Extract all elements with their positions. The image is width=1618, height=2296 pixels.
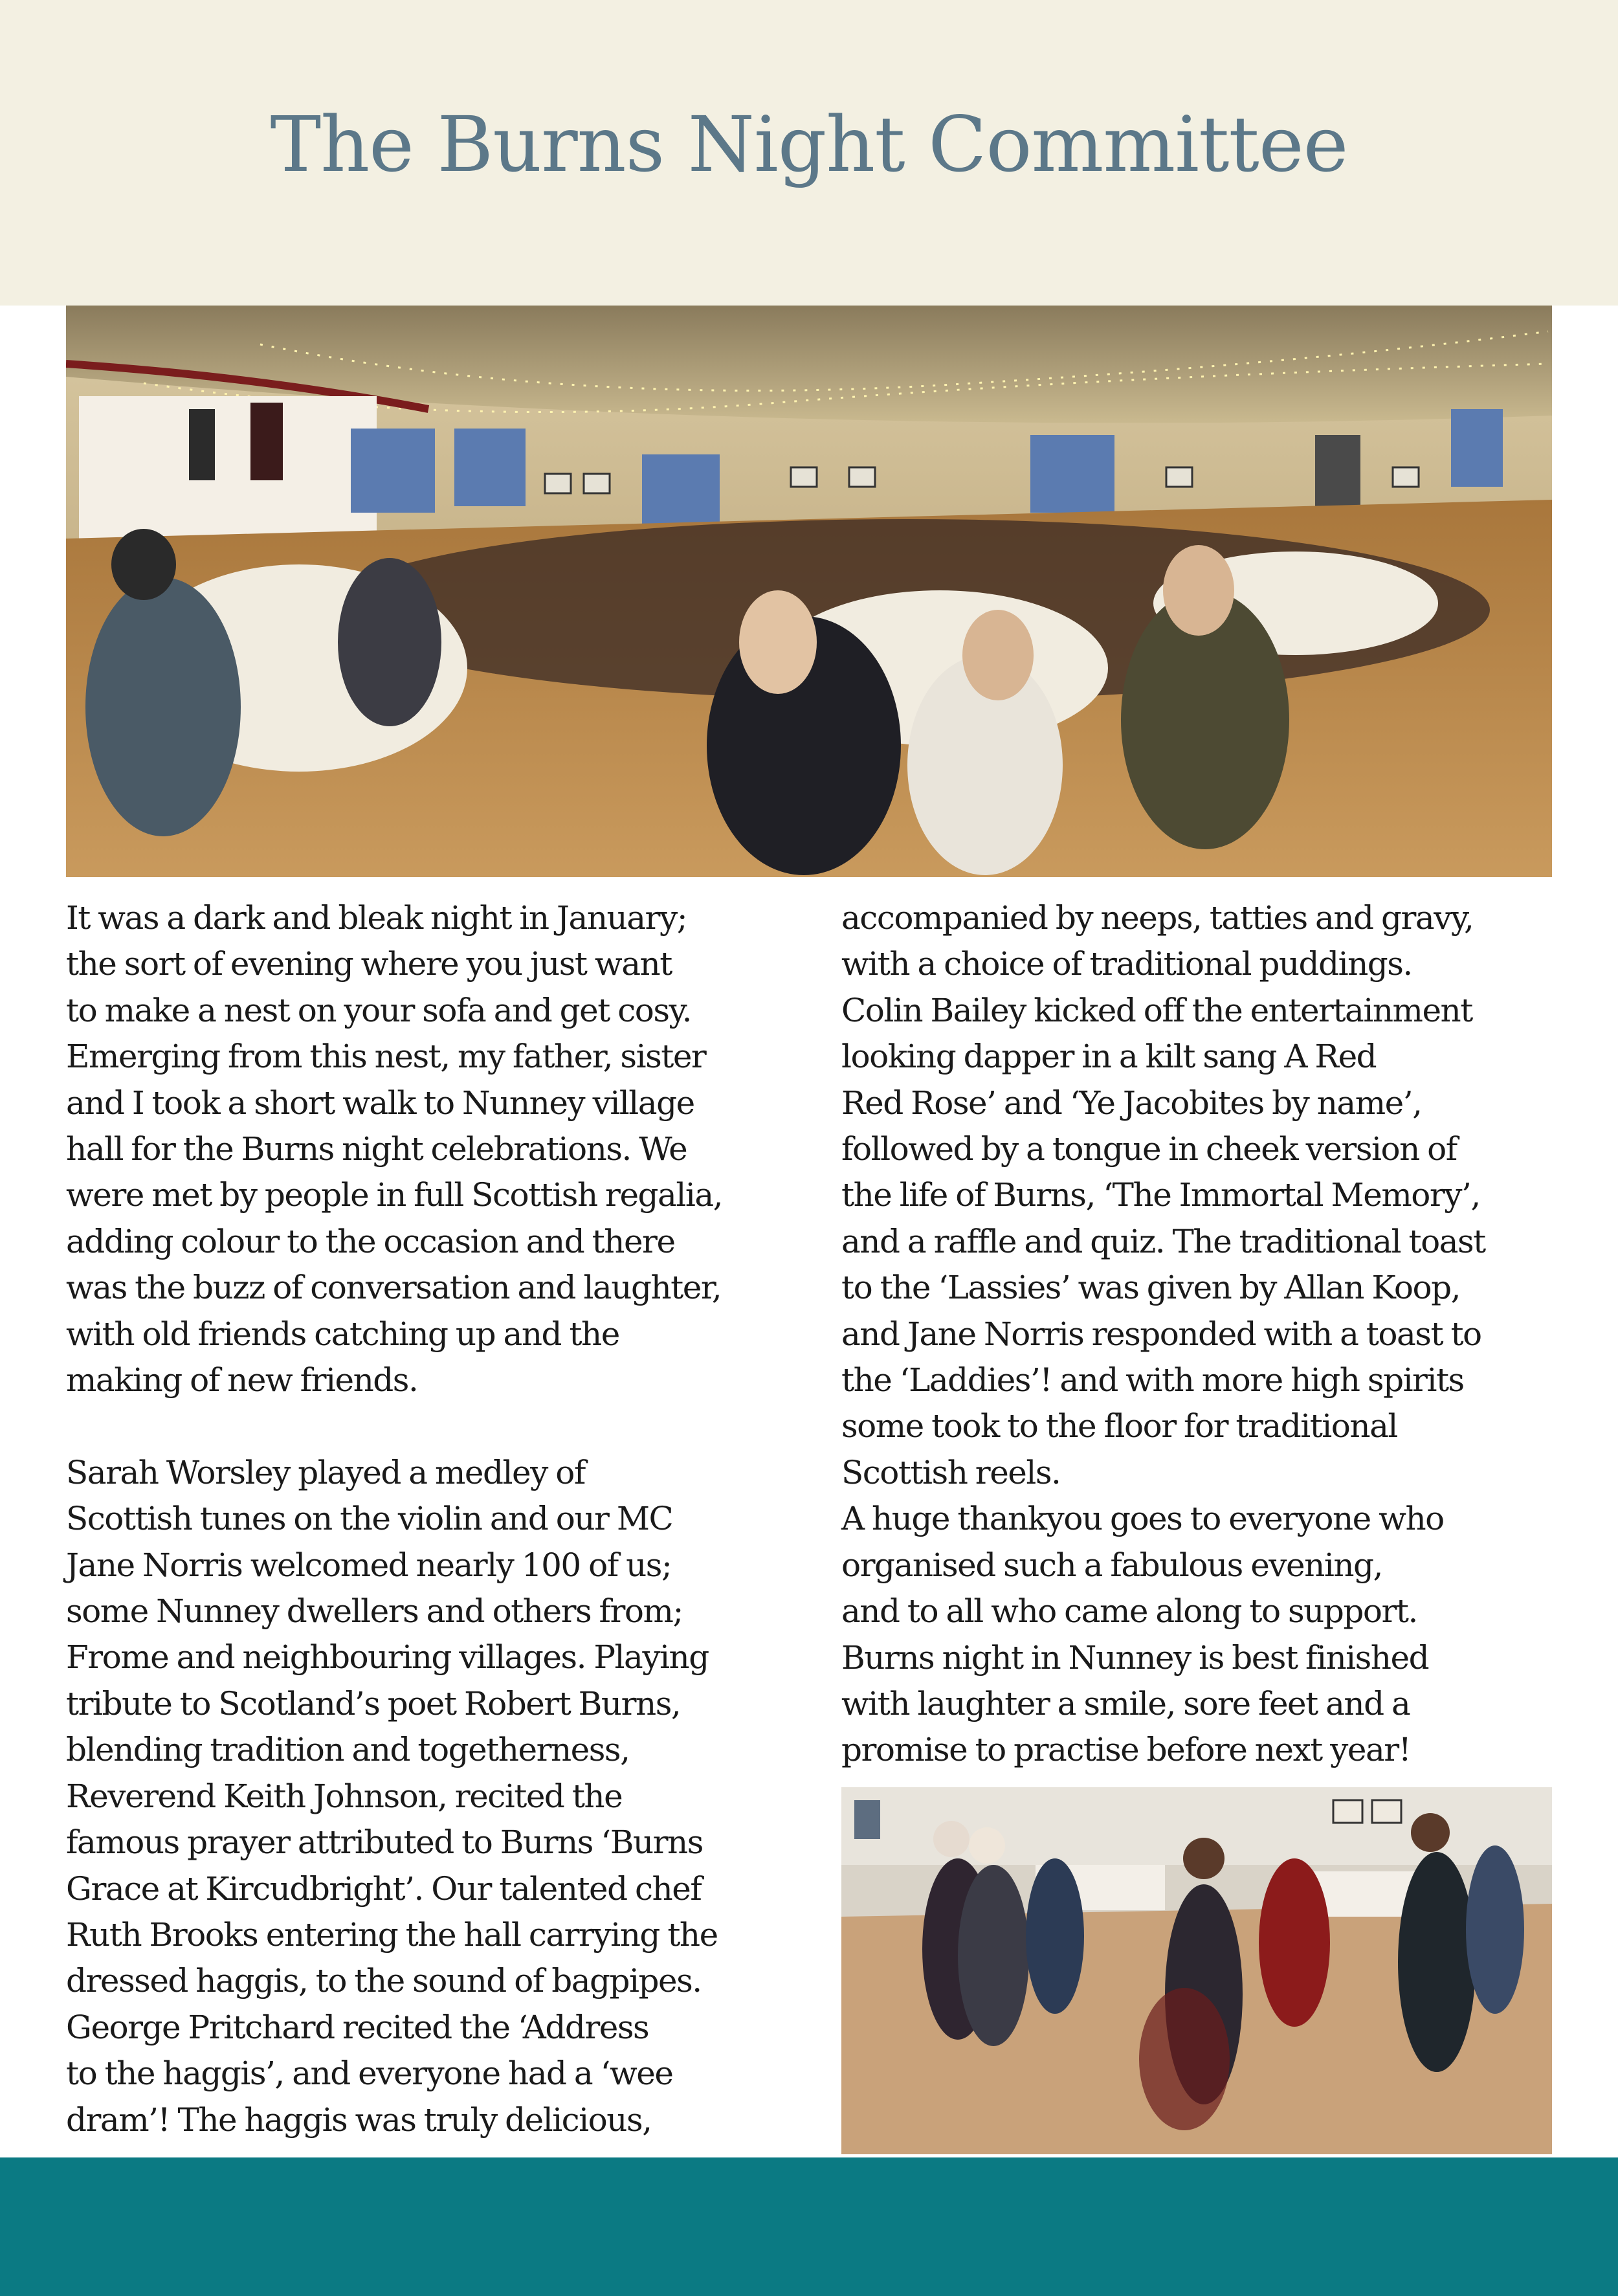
article-line: to make a nest on your sofa and get cosy. [66, 991, 692, 1029]
article-paragraph [66, 895, 817, 1403]
article-line: famous prayer attributed to Burns ‘Burns [66, 1823, 703, 1862]
article-line: A huge thankyou goes to everyone who [841, 1500, 1444, 1538]
article-line: promise to practise before next year! [841, 1731, 1411, 1769]
article-line: to the haggis’, and everyone had a ‘wee [66, 2055, 673, 2093]
hall-dinner-photo [66, 306, 1552, 877]
article-line: the sort of evening where you just want [66, 945, 672, 983]
article-line: and Jane Norris responded with a toast to [841, 1315, 1481, 1353]
article-line: some Nunney dwellers and others from; [66, 1592, 683, 1631]
article-line: and a raffle and quiz. The traditional toast [841, 1222, 1485, 1260]
dancing-photo [841, 1787, 1552, 2154]
article-line: to the ‘Lassies’ was given by Allan Koop, [841, 1269, 1460, 1307]
article-line: followed by a tongue in cheek version of [841, 1130, 1457, 1168]
article-line: dram’! The haggis was truly delicious, [66, 2101, 652, 2139]
article-paragraph [841, 895, 1560, 1496]
article-line: with laughter a smile, sore feet and a [841, 1684, 1410, 1722]
page-title: The Burns Night Committee [270, 100, 1348, 189]
article-line: and to all who came along to support. [841, 1592, 1417, 1631]
article-paragraph [841, 1496, 1560, 1773]
article-line: adding colour to the occasion and there [66, 1222, 675, 1260]
article-line: Grace at Kircudbright’. Our talented chef [66, 1869, 702, 1908]
article-line: hall for the Burns night celebrations. We [66, 1130, 687, 1168]
article-line: Sarah Worsley played a medley of [66, 1453, 585, 1491]
article-line: and I took a short walk to Nunney village [66, 1084, 694, 1122]
article-right-column [841, 895, 1560, 1774]
article-line: making of new friends. [66, 1361, 418, 1399]
article-left-column [66, 895, 817, 2143]
article-line: Scottish tunes on the violin and our MC [66, 1500, 673, 1538]
article-line: Emerging from this nest, my father, sister [66, 1038, 706, 1076]
article-line: accompanied by neeps, tatties and gravy, [841, 899, 1474, 937]
article-line: blending tradition and togetherness, [66, 1731, 630, 1769]
article-line: Reverend Keith Johnson, recited the [66, 1777, 623, 1815]
article-line: Burns night in Nunney is best finished [841, 1638, 1429, 1677]
article-line: Frome and neighbouring villages. Playing [66, 1638, 709, 1677]
article-line: It was a dark and bleak night in January; [66, 899, 687, 937]
article-line: the life of Burns, ‘The Immortal Memory’, [841, 1176, 1480, 1214]
article-line: dressed haggis, to the sound of bagpipes. [66, 1962, 702, 2000]
article-paragraph [66, 1450, 817, 2143]
article-line: Red Rose’ and ‘Ye Jacobites by name’, [841, 1084, 1422, 1122]
article-line: the ‘Laddies’! and with more high spirits [841, 1361, 1464, 1399]
article-line: was the buzz of conversation and laughter, [66, 1269, 722, 1307]
footer-band [0, 2157, 1618, 2296]
article-line: were met by people in full Scottish regalia, [66, 1176, 723, 1214]
article-line: Ruth Brooks entering the hall carrying the [66, 1915, 718, 1954]
article-line: Jane Norris welcomed nearly 100 of us; [66, 1546, 672, 1584]
article-line: Colin Bailey kicked off the entertainment [841, 991, 1472, 1029]
article-line: some took to the floor for traditional [841, 1407, 1397, 1445]
article-line: organised such a fabulous evening, [841, 1546, 1382, 1584]
article-line: with a choice of traditional puddings. [841, 945, 1412, 983]
article-line: looking dapper in a kilt sang A Red [841, 1038, 1377, 1076]
article-line: George Pritchard recited the ‘Address [66, 2008, 649, 2046]
article-line: tribute to Scotland’s poet Robert Burns, [66, 1684, 681, 1722]
paragraph-gap [66, 1403, 817, 1449]
article-line: with old friends catching up and the [66, 1315, 619, 1353]
article-line: Scottish reels. [841, 1453, 1061, 1491]
